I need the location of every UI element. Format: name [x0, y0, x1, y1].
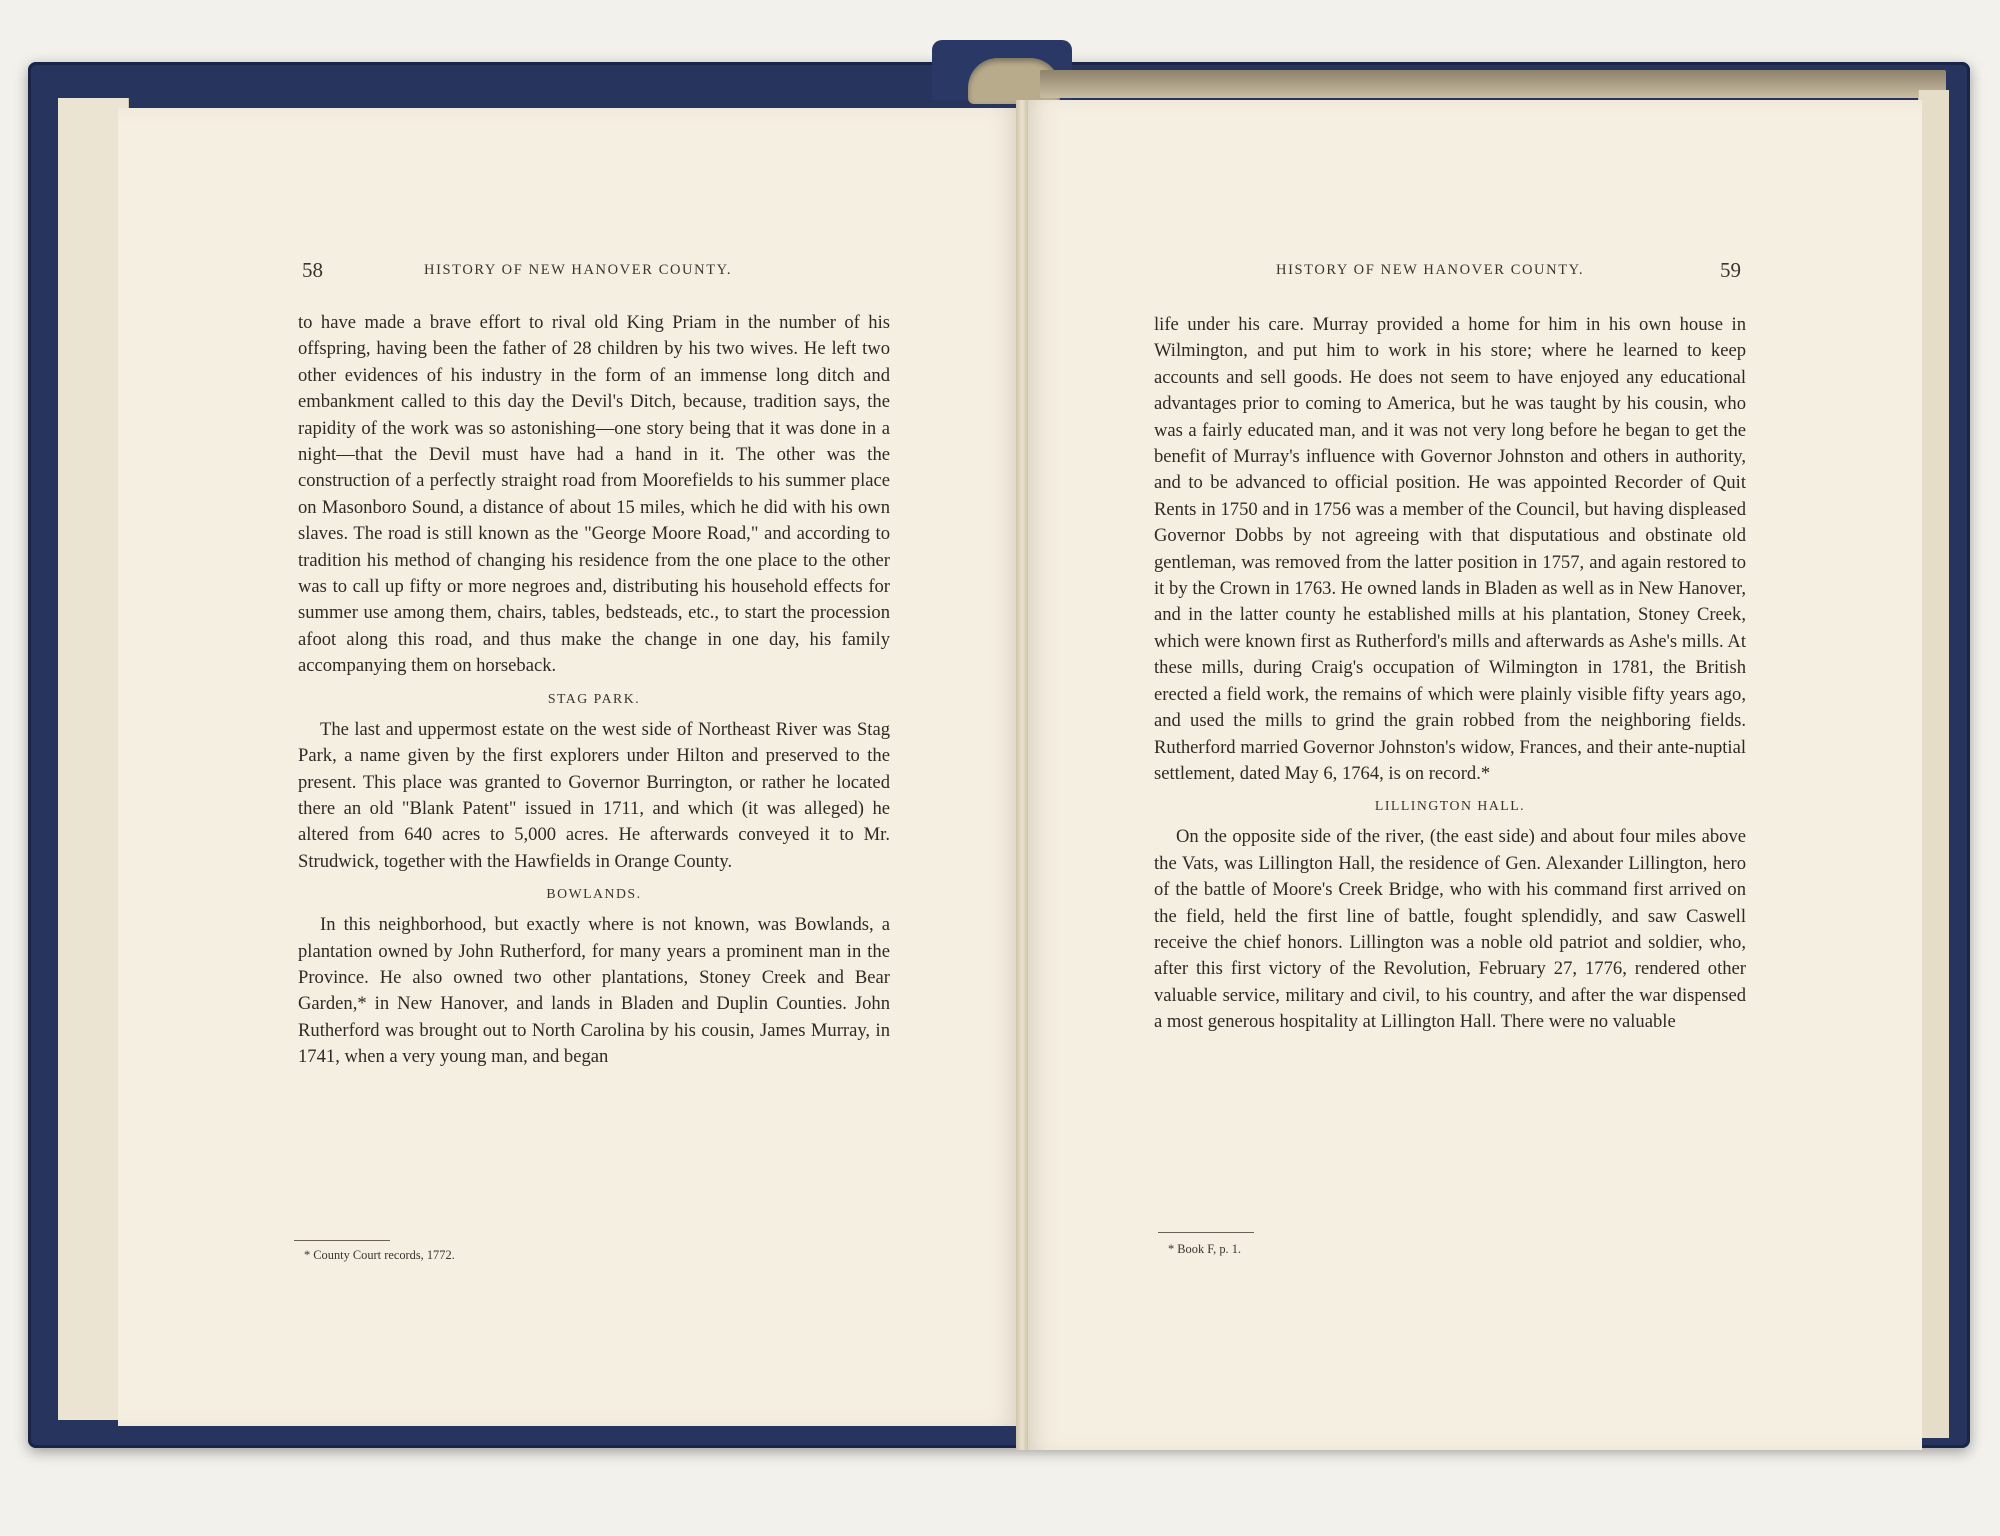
left-paragraph-1: to have made a brave effort to rival old King Priam in the number of his offspring, having been the father of 28 children by his two wives. He left two other evidences of his industry in the form of an immense long ditch and embankment called to this day the Devil's Ditch, because, tradition says, the rapidity of the work was so astonishing—one story being that it was done in a night—that the Devil must have had a hand in it. The other was the construction of a perfectly straight road from Moorefields to his summer place on Masonboro Sound, a distance of about 15 miles, which he did with his own slaves. The road is still known as the "George Moore Road," and according to tradition his method of changing his residence from the one place to the other was to call up fifty or more negroes and, distributing his household effects for summer use among them, chairs, tables, bedsteads, etc., to start the procession afoot along this road, and thus make the change in one day, his family accompanying them on horseback.	[298, 312, 890, 677]
heading-lillington-hall: LILLINGTON HALL.	[1374, 798, 1526, 814]
footnote-rule-left	[294, 1240, 390, 1241]
right-page-text	[1154, 312, 1746, 1036]
running-head-right: HISTORY OF NEW HANOVER COUNTY.	[1276, 262, 1585, 278]
page-number-right: 59	[1720, 258, 1741, 282]
page-edges-top	[1040, 70, 1946, 98]
footnote-rule-right	[1158, 1232, 1254, 1233]
heading-stag-park: STAG PARK.	[547, 690, 641, 706]
right-paragraph-2: On the opposite side of the river, (the east side) and about four miles above the Vats, was Lillington Hall, the residence of Gen. Alexander Lillington, hero of the battle of Moore's Creek Bridge, who with his command first arrived on the field, held the first line of battle, fought splendidly, and saw Caswell receive the chief honors. Lillington was a noble old patriot and soldier, who, after this first victory of the Revolution, February 27, 1776, rendered other valuable service, military and civil, to his country, and after the war dispensed a most generous hospitality at Lillington Hall. There were no valuable	[1154, 826, 1746, 1033]
left-paragraph-2: The last and uppermost estate on the west side of Northeast River was Stag Park, a name given by the first explorers under Hilton and preserved to the present. This place was granted to Governor Burrington, or rather he located there an old "Blank Patent" issued in 1711, and which (it was alleged) he altered from 640 acres to 5,000 acres. He afterwards conveyed it to Mr. Strudwick, together with the Hawfields in Orange County.	[298, 718, 890, 872]
page-number-left: 58	[302, 258, 323, 282]
left-paragraph-3: In this neighborhood, but exactly where is not known, was Bowlands, a plantation owned by John Rutherford, for many years a prominent man in the Province. He also owned two other plantations, Stoney Creek and Bear Garden,* in New Hanover, and lands in Bladen and Duplin Counties. John Rutherford was brought out to North Carolina by his cousin, James Murray, in 1741, when a very young man, and began	[298, 914, 890, 1068]
book-gutter	[1016, 100, 1028, 1450]
footnote-right: * Book F, p. 1.	[1168, 1242, 1242, 1256]
right-paragraph-1: life under his care. Murray provided a home for him in his own house in Wilmington, and put him to work in his store; where he learned to keep accounts and sell goods. He does not seem to have enjoyed any educational advantages prior to coming to America, but he was taught by his cousin, who was a fairly educated man, and it was not very long before he began to get the benefit of Murray's influence with Governor Johnston and others in authority, and to be advanced to official position. He was appointed Recorder of Quit Rents in 1750 and in 1756 was a member of the Council, but having displeased Governor Dobbs by not agreeing with that disputatious and obstinate old gentleman, was removed from the latter position in 1757, and again restored to it by the Crown in 1763. He owned lands in Bladen as well as in New Hanover, and in the latter county he established mills at his plantation, Stoney Creek, which were known first as Rutherford's mills and afterwards as Ashe's mills. At these mills, during Craig's occupation of Wilmington in 1781, the British erected a field work, the remains of which were plainly visible fifty years ago, and used the mills to grind the grain robbed from the neighboring fields. Rutherford married Governor Johnston's widow, Frances, and their ante-nuptial settlement, dated May 6, 1764, is on record.*	[1154, 314, 1746, 784]
heading-bowlands: BOWLANDS.	[546, 886, 642, 902]
left-page-text	[298, 310, 890, 1071]
footnote-left: * County Court records, 1772.	[304, 1248, 455, 1262]
running-head-left: HISTORY OF NEW HANOVER COUNTY.	[424, 262, 733, 278]
page-stack-right	[1918, 90, 1949, 1438]
